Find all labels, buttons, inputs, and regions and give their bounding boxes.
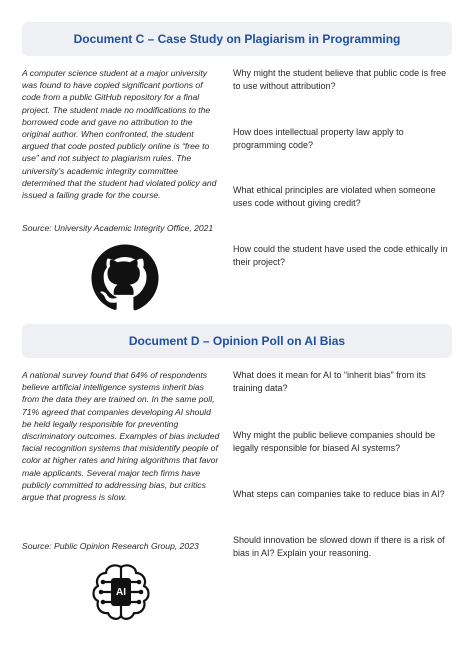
doc-c-paragraph: A computer science student at a major university was found to have copied significant portions of code from a public GitHub repository for a final project. The student made no modifications to the borrowed code and gave no attribution to the original author. When confronted, the student argued that code posted publicly online is “free to use” and not subject to plagiarism rules. The university’s academic integrity committee determined that the student had violated policy and issued a failing grade for the course. (22, 68, 217, 201)
doc-d-question: Why might the public believe companies should be legally responsible for biased AI systems? (233, 430, 436, 453)
doc-d-paragraph: A national survey found that 64% of respondents believe artificial intelligence systems inherit bias from the data they are trained on. In the same poll, 71% agreed that companies developing AI should be held legally responsible for preventing discriminatory outcomes. Examples of bias included facial recognition systems that misidentify people of color at higher rates and hiring algorithms that favor male applicants. Several major tech firms have publicly committed to addressing bias, but critics argue that progress is slow. (22, 370, 220, 503)
doc-d-source: Source: Public Opinion Research Group, 2023 (22, 541, 199, 551)
doc-c-question: Why might the student believe that public code is free to use without attribution? (233, 68, 447, 91)
github-icon (90, 243, 160, 313)
doc-c-header (22, 22, 452, 56)
doc-d-question: What does it mean for AI to “inherit bias” from its training data? (233, 370, 426, 393)
doc-c-title: Document C – Case Study on Plagiarism in Programming (73, 32, 401, 46)
doc-c-question: How does intellectual property law apply to programming code? (233, 127, 404, 150)
ai-brain-icon (88, 561, 154, 623)
doc-d-header (22, 324, 452, 358)
doc-d-question: Should innovation be slowed down if there is a risk of bias in AI? Explain your reasoning. (233, 535, 445, 558)
doc-c-source: Source: University Academic Integrity Office, 2021 (22, 223, 214, 233)
doc-d-question: What steps can companies take to reduce bias in AI? (233, 489, 445, 499)
doc-c-question: What ethical principles are violated when someone uses code without giving credit? (233, 185, 436, 208)
doc-c-question: How could the student have used the code ethically in their project? (233, 244, 448, 267)
doc-d-title: Document D – Opinion Poll on AI Bias (128, 334, 346, 348)
ai-chip-label: AI (116, 586, 126, 598)
